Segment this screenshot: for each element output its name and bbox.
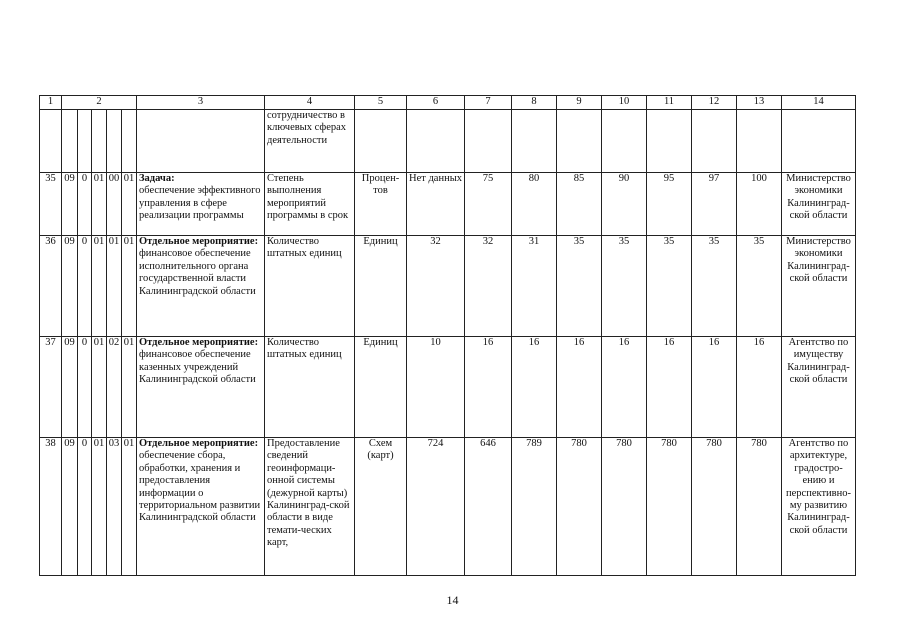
value-cell-9: 16: [557, 337, 602, 438]
indicator-cell: сотрудничество в ключевых сферах деятельности: [265, 110, 355, 173]
header-cell-8: 8: [512, 96, 557, 110]
indicator-cell: Количество штатных единиц: [265, 337, 355, 438]
value-cell-10: [602, 110, 647, 173]
value-cell-8: [512, 110, 557, 173]
value-cell-11: [647, 110, 692, 173]
header-cell-7: 7: [465, 96, 512, 110]
value-cell-13: [737, 110, 782, 173]
value-cell-8: 16: [512, 337, 557, 438]
code-2: [78, 110, 92, 173]
table-row: [40, 337, 856, 438]
unit-cell: Единиц: [355, 337, 407, 438]
unit-cell: [355, 110, 407, 173]
value-cell-12: 780: [692, 438, 737, 576]
code-3: 01: [92, 337, 107, 438]
code-3: 01: [92, 438, 107, 576]
measure-title: Отдельное мероприятие:: [139, 236, 259, 247]
value-cell-12: [692, 110, 737, 173]
header-cell-10: 10: [602, 96, 647, 110]
responsible-cell: [782, 110, 856, 173]
code-5: [122, 110, 137, 173]
header-cell-4: 4: [265, 96, 355, 110]
value-cell-13: 35: [737, 236, 782, 337]
value-cell-10: 90: [602, 173, 647, 236]
measure-description: обеспечение эффективного управления в сфере реализации программы: [139, 185, 261, 222]
code-4: 03: [107, 438, 122, 576]
indicator-cell: Предоставление сведений геоинформаци-онной системы (дежурной карты) Калининград-ской области в виде темати-ческих карт,: [265, 438, 355, 576]
value-cell-7: 75: [465, 173, 512, 236]
row-number: 36: [40, 236, 62, 337]
indicator-cell: Степень выполнения мероприятий программы в срок: [265, 173, 355, 236]
header-cell-14: 14: [782, 96, 856, 110]
header-cell-1: 1: [40, 96, 62, 110]
measure-description: финансовое обеспечение исполнительного органа государственной власти Калининградской области: [139, 248, 256, 297]
measure-cell: [137, 173, 265, 236]
value-cell-6: Нет данных: [407, 173, 465, 236]
header-row: [40, 96, 856, 110]
value-cell-7: 646: [465, 438, 512, 576]
value-cell-12: 97: [692, 173, 737, 236]
value-cell-6: 10: [407, 337, 465, 438]
unit-cell: Процен-тов: [355, 173, 407, 236]
code-2: 0: [78, 173, 92, 236]
table-row: [40, 438, 856, 576]
code-4: 01: [107, 236, 122, 337]
value-cell-13: 100: [737, 173, 782, 236]
header-cell-2: 2: [62, 96, 137, 110]
page-number: 14: [446, 593, 459, 607]
code-3: 01: [92, 173, 107, 236]
value-cell-11: 16: [647, 337, 692, 438]
row-number: 38: [40, 438, 62, 576]
code-1: 09: [62, 438, 78, 576]
value-cell-7: [465, 110, 512, 173]
measure-cell: [137, 337, 265, 438]
value-cell-10: 16: [602, 337, 647, 438]
value-cell-12: 16: [692, 337, 737, 438]
code-1: 09: [62, 236, 78, 337]
header-cell-9: 9: [557, 96, 602, 110]
value-cell-13: 16: [737, 337, 782, 438]
table-row: [40, 110, 856, 173]
code-4: 00: [107, 173, 122, 236]
value-cell-7: 32: [465, 236, 512, 337]
code-4: 02: [107, 337, 122, 438]
header-cell-13: 13: [737, 96, 782, 110]
value-cell-13: 780: [737, 438, 782, 576]
measure-cell: [137, 236, 265, 337]
code-5: 01: [122, 337, 137, 438]
measure-cell: [137, 110, 265, 173]
value-cell-9: 780: [557, 438, 602, 576]
unit-cell: Схем (карт): [355, 438, 407, 576]
code-3: 01: [92, 236, 107, 337]
code-2: 0: [78, 236, 92, 337]
code-4: [107, 110, 122, 173]
code-1: 09: [62, 173, 78, 236]
table-row: [40, 236, 856, 337]
responsible-cell: Агентство по архитектуре, градостро-ению и перспективно-му развитию Калининград-ской области: [782, 438, 856, 576]
value-cell-11: 780: [647, 438, 692, 576]
value-cell-7: 16: [465, 337, 512, 438]
value-cell-11: 95: [647, 173, 692, 236]
code-2: 0: [78, 438, 92, 576]
indicator-cell: Количество штатных единиц: [265, 236, 355, 337]
measure-cell: [137, 438, 265, 576]
value-cell-9: 35: [557, 236, 602, 337]
value-cell-8: 31: [512, 236, 557, 337]
measure-title: Отдельное мероприятие:: [139, 337, 259, 348]
measure-description: обеспечение сбора, обработки, хранения и предоставления информации о территориальном развитии Калининградской области: [139, 450, 261, 524]
header-cell-11: 11: [647, 96, 692, 110]
value-cell-9: 85: [557, 173, 602, 236]
value-cell-10: 35: [602, 236, 647, 337]
value-cell-8: 789: [512, 438, 557, 576]
code-1: [62, 110, 78, 173]
value-cell-6: [407, 110, 465, 173]
code-2: 0: [78, 337, 92, 438]
value-cell-6: 32: [407, 236, 465, 337]
measure-title: Задача:: [139, 173, 175, 184]
header-cell-6: 6: [407, 96, 465, 110]
table-row: [40, 173, 856, 236]
value-cell-12: 35: [692, 236, 737, 337]
row-number: [40, 110, 62, 173]
code-5: 01: [122, 438, 137, 576]
value-cell-8: 80: [512, 173, 557, 236]
row-number: 35: [40, 173, 62, 236]
program-indicators-table: [39, 95, 856, 576]
value-cell-10: 780: [602, 438, 647, 576]
responsible-cell: Агентство по имуществу Калининград-ской области: [782, 337, 856, 438]
value-cell-11: 35: [647, 236, 692, 337]
header-cell-12: 12: [692, 96, 737, 110]
code-5: 01: [122, 173, 137, 236]
row-number: 37: [40, 337, 62, 438]
value-cell-6: 724: [407, 438, 465, 576]
measure-description: финансовое обеспечение казенных учреждений Калининградской области: [139, 349, 256, 386]
unit-cell: Единиц: [355, 236, 407, 337]
code-1: 09: [62, 337, 78, 438]
code-5: 01: [122, 236, 137, 337]
responsible-cell: Министерство экономики Калининград-ской области: [782, 173, 856, 236]
measure-title: Отдельное мероприятие:: [139, 438, 259, 449]
code-3: [92, 110, 107, 173]
header-cell-3: 3: [137, 96, 265, 110]
responsible-cell: Министерство экономики Калининград-ской области: [782, 236, 856, 337]
header-cell-5: 5: [355, 96, 407, 110]
value-cell-9: [557, 110, 602, 173]
